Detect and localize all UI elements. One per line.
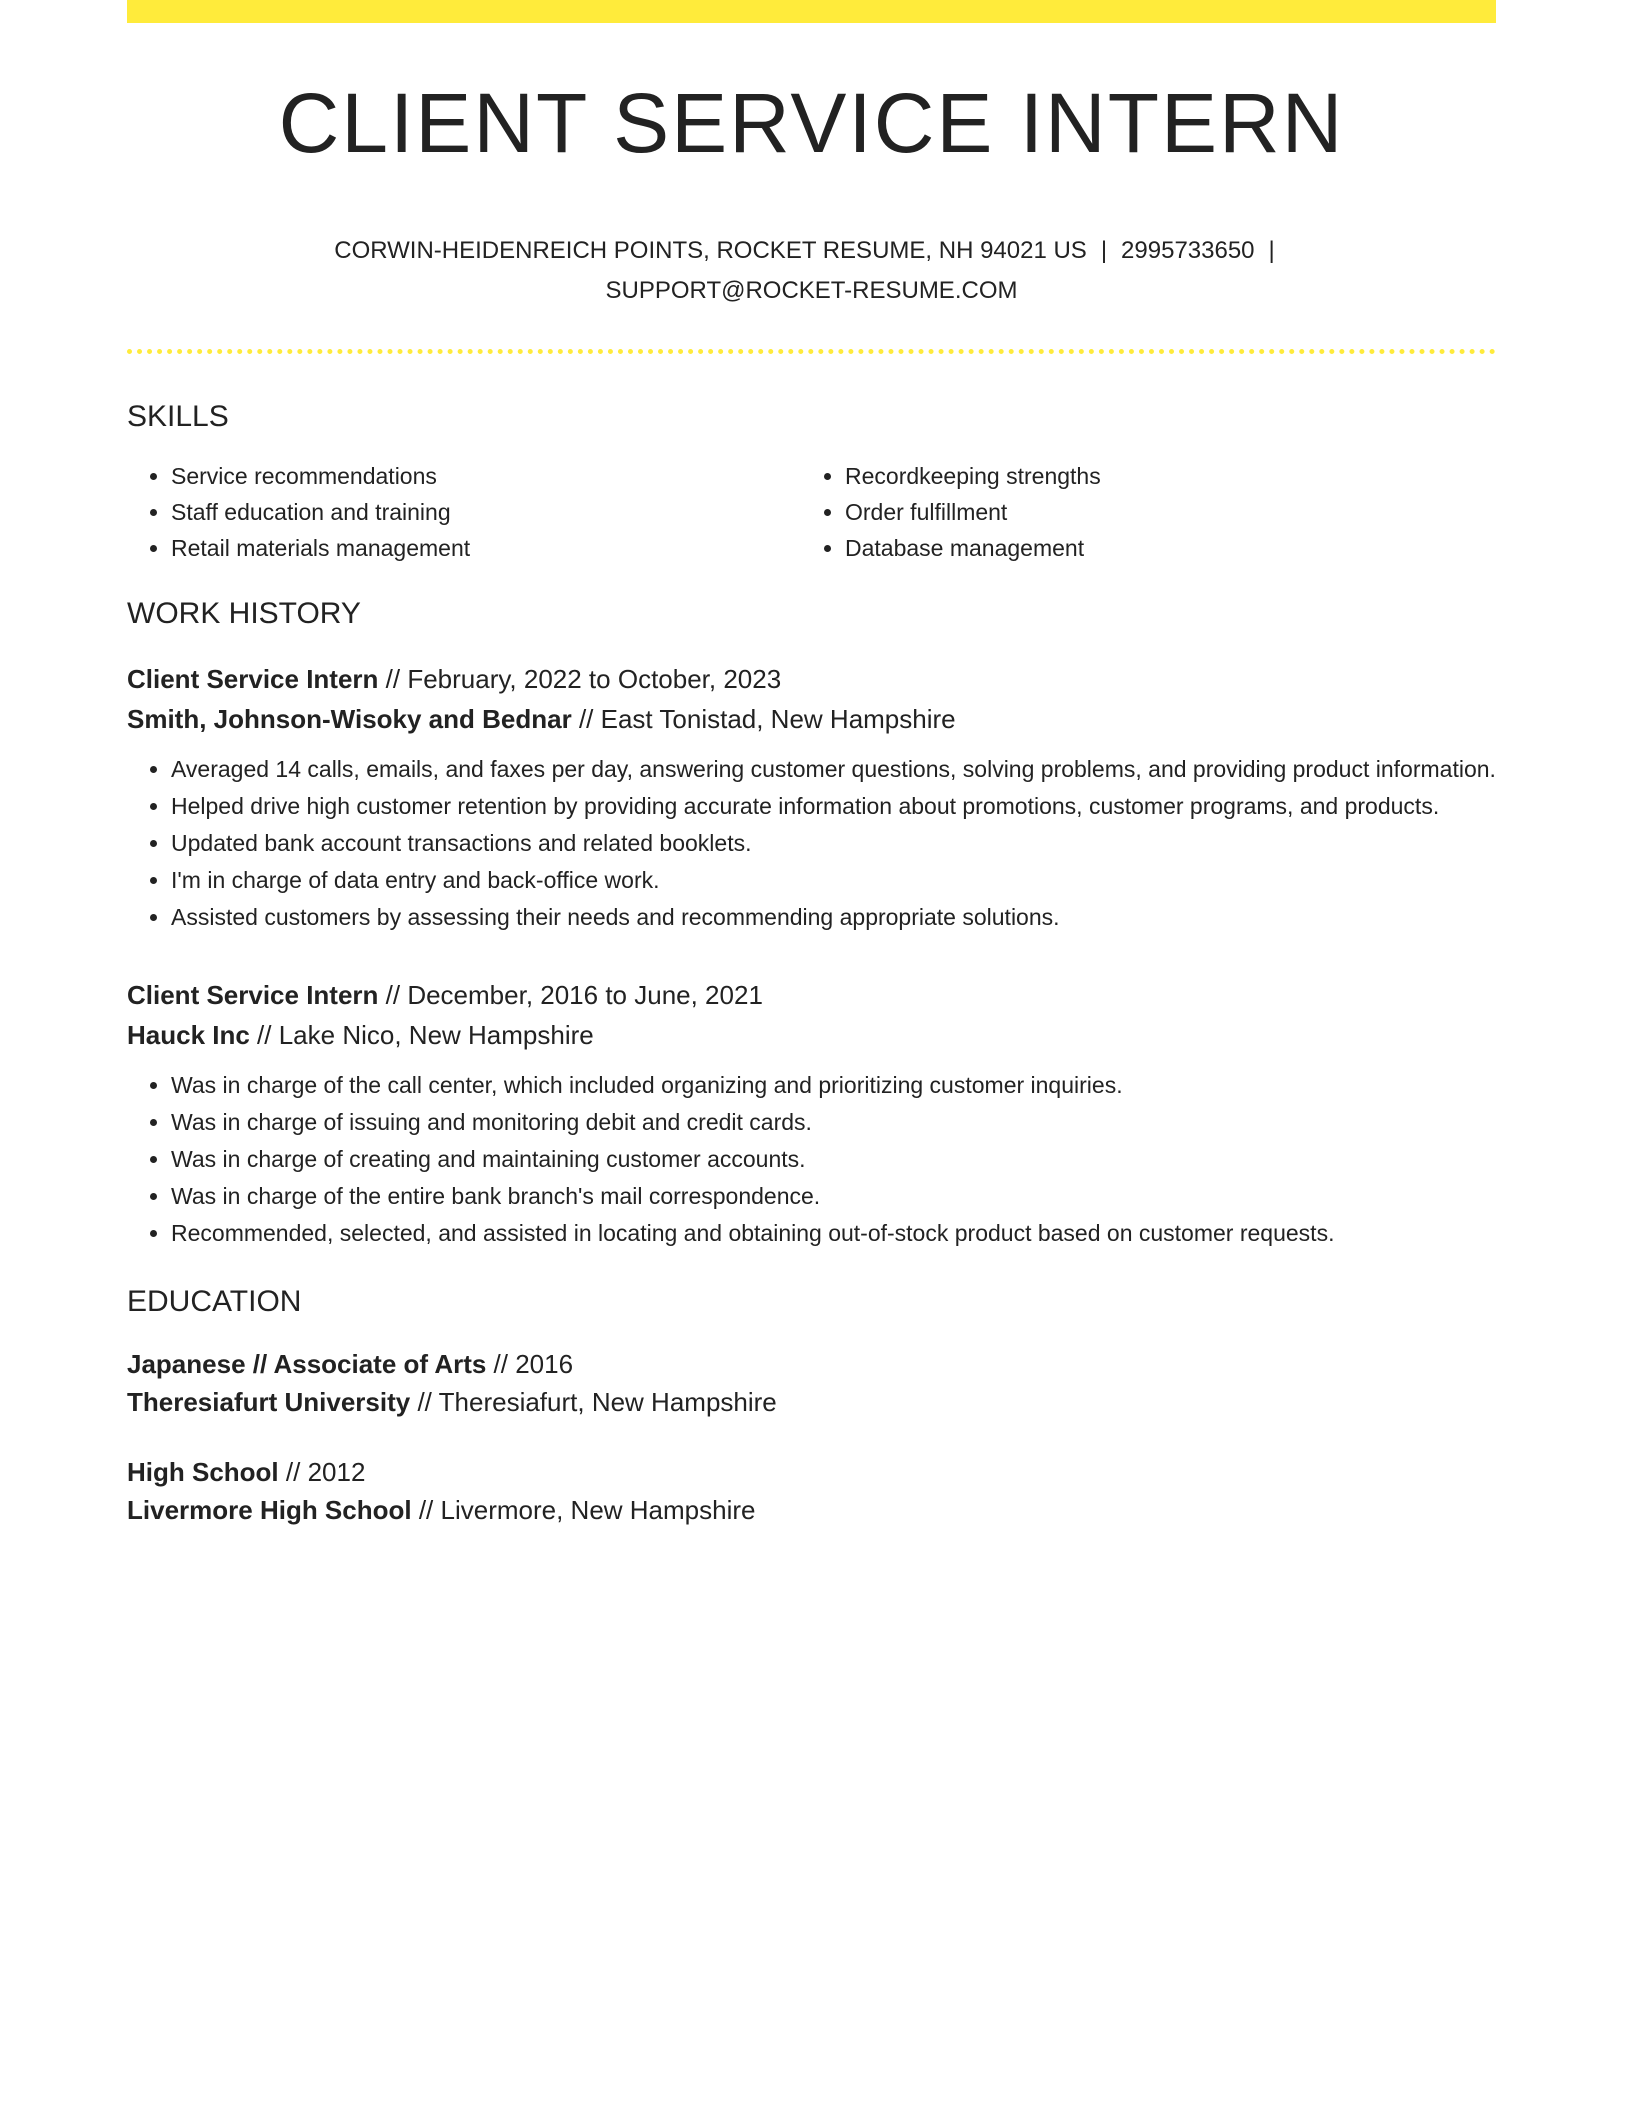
skills-heading: SKILLS bbox=[127, 400, 229, 433]
school: Theresiafurt University bbox=[127, 1387, 411, 1417]
job-dates: // December, 2016 to June, 2021 bbox=[378, 980, 763, 1010]
skill-item: • Service recommendations bbox=[171, 458, 801, 494]
degree: Japanese // Associate of Arts bbox=[127, 1349, 487, 1379]
degree: High School bbox=[127, 1457, 279, 1487]
email: SUPPORT@ROCKET-RESUME.COM bbox=[605, 277, 1018, 304]
work-history-heading: WORK HISTORY bbox=[127, 597, 361, 630]
job-company: Hauck Inc bbox=[127, 1020, 250, 1050]
school-line bbox=[127, 1491, 1496, 1529]
job-bullets bbox=[127, 1067, 1496, 1251]
school-line bbox=[127, 1383, 1496, 1421]
job-location: // East Tonistad, New Hampshire bbox=[571, 704, 956, 734]
school-location: // Livermore, New Hampshire bbox=[411, 1495, 756, 1525]
job-company-line bbox=[127, 699, 1496, 739]
top-accent-bar bbox=[127, 0, 1496, 23]
skill-item: • Staff education and training bbox=[171, 494, 801, 530]
job-company: Smith, Johnson-Wisoky and Bednar bbox=[127, 704, 572, 734]
job-entry bbox=[127, 659, 1496, 935]
job-entry bbox=[127, 975, 1496, 1251]
job-bullet: • Updated bank account transactions and related booklets. bbox=[171, 825, 1496, 861]
skills-list bbox=[127, 458, 1496, 566]
job-bullet: • Was in charge of the call center, which included organizing and prioritizing customer inquiries. bbox=[171, 1067, 1496, 1103]
phone: 2995733650 bbox=[1121, 237, 1255, 264]
dotted-divider bbox=[127, 349, 1496, 354]
job-bullet: • Was in charge of creating and maintaining customer accounts. bbox=[171, 1141, 1496, 1177]
education-entry bbox=[127, 1453, 1496, 1529]
job-bullet: • Helped drive high customer retention by providing accurate information about promotions, customer programs, and products. bbox=[171, 788, 1496, 824]
job-dates: // February, 2022 to October, 2023 bbox=[378, 664, 782, 694]
skill-item: • Database management bbox=[845, 530, 1475, 566]
degree-line bbox=[127, 1345, 1496, 1383]
job-role-line bbox=[127, 975, 1496, 1015]
resume-title: CLIENT SERVICE INTERN bbox=[278, 76, 1345, 170]
job-bullet: • Averaged 14 calls, emails, and faxes per day, answering customer questions, solving problems, and providing product information. bbox=[171, 751, 1496, 787]
job-bullet: • Was in charge of the entire bank branch's mail correspondence. bbox=[171, 1178, 1496, 1214]
job-role: Client Service Intern bbox=[127, 664, 379, 694]
contact-info bbox=[127, 231, 1496, 311]
job-bullet: • Recommended, selected, and assisted in locating and obtaining out-of-stock product based on customer requests. bbox=[171, 1215, 1496, 1251]
skill-item: • Retail materials management bbox=[171, 530, 801, 566]
job-bullet: • Assisted customers by assessing their needs and recommending appropriate solutions. bbox=[171, 899, 1496, 935]
school-location: // Theresiafurt, New Hampshire bbox=[410, 1387, 777, 1417]
job-role-line bbox=[127, 659, 1496, 699]
skill-item: • Order fulfillment bbox=[845, 494, 1475, 530]
education-entry bbox=[127, 1345, 1496, 1421]
job-company-line bbox=[127, 1015, 1496, 1055]
skill-item: • Recordkeeping strengths bbox=[845, 458, 1475, 494]
skills-column-right bbox=[801, 458, 1475, 566]
separator: | bbox=[1100, 237, 1108, 264]
graduation-year: // 2012 bbox=[278, 1457, 366, 1487]
job-bullet: • Was in charge of issuing and monitoring debit and credit cards. bbox=[171, 1104, 1496, 1140]
job-role: Client Service Intern bbox=[127, 980, 379, 1010]
job-location: // Lake Nico, New Hampshire bbox=[249, 1020, 594, 1050]
job-bullets bbox=[127, 751, 1496, 935]
separator: | bbox=[1268, 237, 1275, 264]
job-bullet: • I'm in charge of data entry and back-office work. bbox=[171, 862, 1496, 898]
skills-column-left bbox=[127, 458, 801, 566]
resume-page bbox=[127, 0, 1496, 1529]
school: Livermore High School bbox=[127, 1495, 412, 1525]
degree-line bbox=[127, 1453, 1496, 1491]
education-heading: EDUCATION bbox=[127, 1285, 302, 1318]
address: CORWIN-HEIDENREICH POINTS, ROCKET RESUME, NH 94021 US bbox=[334, 237, 1087, 264]
graduation-year: // 2016 bbox=[486, 1349, 574, 1379]
